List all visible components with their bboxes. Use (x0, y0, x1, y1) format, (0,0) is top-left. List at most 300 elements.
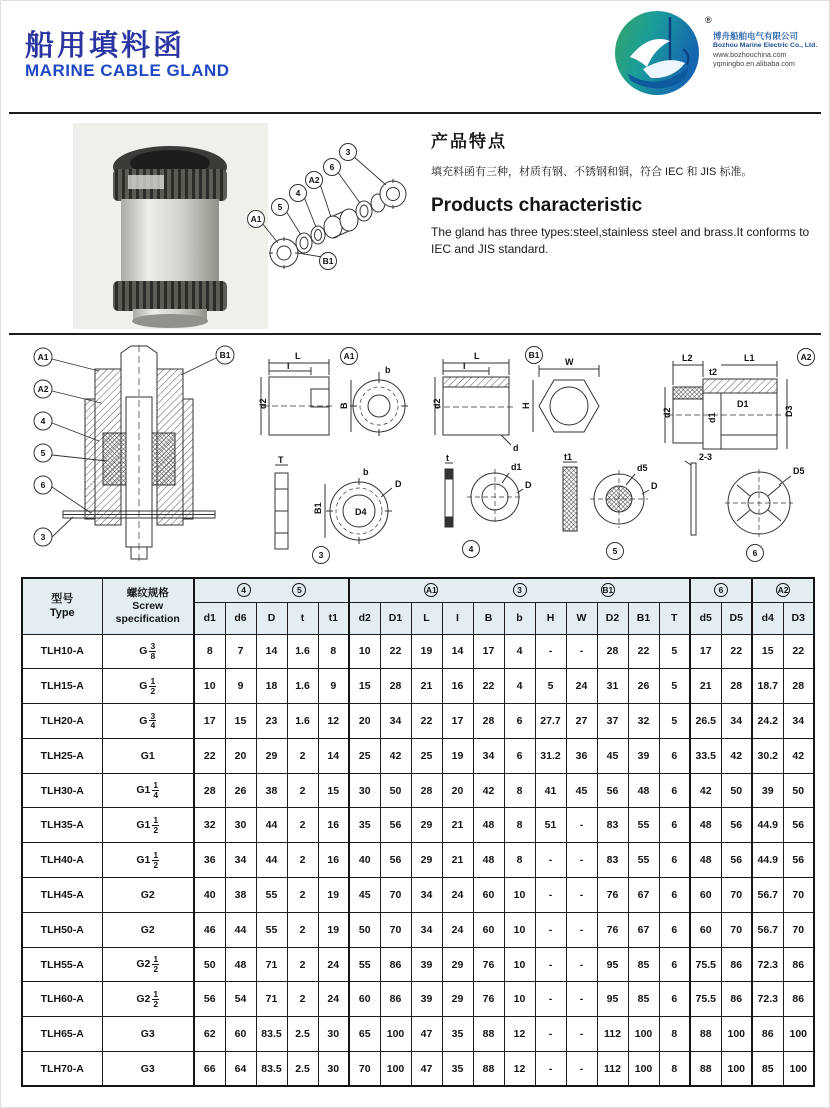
value-cell: 48 (225, 947, 256, 982)
column-header: d5 (690, 602, 721, 634)
value-cell: 46 (194, 912, 225, 947)
assembly-callout-4-label: 4 (40, 416, 46, 426)
value-cell: 38 (225, 878, 256, 913)
value-cell: 56 (721, 808, 752, 843)
value-cell: 88 (690, 1017, 721, 1052)
value-cell: 10 (194, 669, 225, 704)
value-cell: 28 (783, 669, 814, 704)
value-cell: 8 (504, 773, 535, 808)
callout-a2-label: A2 (308, 175, 320, 185)
value-cell: 34 (225, 843, 256, 878)
value-cell: 66 (194, 1052, 225, 1087)
screw-spec-cell: G2 (102, 912, 194, 947)
group-label-circle: A2 (777, 585, 789, 596)
value-cell: 86 (783, 982, 814, 1017)
table-row (22, 947, 814, 982)
value-cell: 45 (566, 773, 597, 808)
value-cell: 24 (318, 947, 349, 982)
type-cell: TLH20-A (22, 704, 102, 739)
screw-spec-cell: G $\frac{3}{8}$ (102, 634, 194, 669)
value-cell: - (535, 878, 566, 913)
value-cell: 35 (442, 1017, 473, 1052)
value-cell: 112 (597, 1017, 628, 1052)
value-cell: 17 (442, 704, 473, 739)
value-cell: - (566, 912, 597, 947)
value-cell: 33.5 (690, 738, 721, 773)
value-cell: 39 (411, 982, 442, 1017)
value-cell: - (566, 1017, 597, 1052)
value-cell: 40 (194, 878, 225, 913)
value-cell: 22 (721, 634, 752, 669)
value-cell: 5 (659, 634, 690, 669)
value-cell: 4 (504, 669, 535, 704)
screw-header-english: Screw specification (115, 599, 180, 625)
value-cell: 45 (597, 738, 628, 773)
group-label-circle: A1 (425, 585, 437, 596)
value-cell: 14 (256, 634, 287, 669)
value-cell: 21 (411, 669, 442, 704)
value-cell: - (566, 843, 597, 878)
value-cell: 85 (628, 947, 659, 982)
value-cell: 35 (349, 808, 380, 843)
value-cell: 6 (659, 912, 690, 947)
value-cell: 6 (659, 947, 690, 982)
value-cell: 16 (318, 843, 349, 878)
screw-spec-cell: G1 $\frac{1}{4}$ (102, 773, 194, 808)
value-cell: 2 (287, 808, 318, 843)
group-label-circle: 6 (714, 583, 728, 597)
detail-a1-drawing (258, 348, 408, 437)
value-cell: 2.5 (287, 1052, 318, 1087)
value-cell: 30 (318, 1052, 349, 1087)
screw-spec-cell: G1 $\frac{1}{2}$ (102, 808, 194, 843)
value-cell: 60 (473, 878, 504, 913)
value-cell: 16 (442, 669, 473, 704)
value-cell: 67 (628, 878, 659, 913)
screw-spec-cell: G2 $\frac{1}{2}$ (102, 947, 194, 982)
value-cell: 100 (783, 1017, 814, 1052)
column-header: b (504, 602, 535, 634)
screw-spec-cell: G $\frac{3}{4}$ (102, 704, 194, 739)
assembly-callout-b1-label: B1 (219, 350, 231, 360)
features-text-chinese: 填充料函有三种，材质有钢、不锈钢和铜，符合 IEC 和 JIS 标准。 (431, 166, 753, 178)
value-cell: 86 (721, 982, 752, 1017)
value-cell: 6 (659, 738, 690, 773)
table-row (22, 738, 814, 773)
value-cell: 22 (473, 669, 504, 704)
column-header: D (256, 602, 287, 634)
value-cell: 22 (194, 738, 225, 773)
assembly-callout-6-label: 6 (40, 480, 46, 490)
type-cell: TLH15-A (22, 669, 102, 704)
value-cell: 44.9 (752, 808, 783, 843)
value-cell: 10 (504, 982, 535, 1017)
value-cell: 6 (659, 808, 690, 843)
value-cell: 54 (225, 982, 256, 1017)
dim-5-D: D (651, 481, 658, 491)
value-cell: 2 (287, 773, 318, 808)
value-cell: 25 (411, 738, 442, 773)
value-cell: 15 (752, 634, 783, 669)
value-cell: 1.6 (287, 704, 318, 739)
company-website: www.bozhouchina.com (713, 50, 787, 60)
detail-3-callout-label: 3 (318, 550, 324, 560)
value-cell: 17 (473, 634, 504, 669)
column-header: D3 (783, 602, 814, 634)
table-row (22, 704, 814, 739)
assembly-callout-a1-label: A1 (37, 352, 49, 362)
value-cell: 95 (597, 947, 628, 982)
value-cell: 47 (411, 1017, 442, 1052)
value-cell: 6 (659, 878, 690, 913)
value-cell: 44 (256, 843, 287, 878)
type-cell: TLH25-A (22, 738, 102, 773)
value-cell: 22 (628, 634, 659, 669)
header-divider (9, 112, 821, 114)
value-cell: 19 (442, 738, 473, 773)
value-cell: 38 (256, 773, 287, 808)
column-header: W (566, 602, 597, 634)
value-cell: 19 (318, 878, 349, 913)
column-group-header (349, 578, 690, 602)
value-cell: 76 (597, 912, 628, 947)
value-cell: 100 (628, 1017, 659, 1052)
value-cell: - (566, 947, 597, 982)
value-cell: 29 (256, 738, 287, 773)
value-cell: 10 (504, 878, 535, 913)
exploded-diagram (236, 133, 431, 295)
column-header: D2 (597, 602, 628, 634)
value-cell: 22 (783, 634, 814, 669)
value-cell: 25 (349, 738, 380, 773)
value-cell: 6 (659, 843, 690, 878)
value-cell: 70 (380, 912, 411, 947)
value-cell: 30 (349, 773, 380, 808)
value-cell: 48 (690, 808, 721, 843)
value-cell: 24 (318, 982, 349, 1017)
value-cell: 83 (597, 843, 628, 878)
table-row (22, 843, 814, 878)
value-cell: 10 (504, 912, 535, 947)
value-cell: 76 (473, 982, 504, 1017)
value-cell: 83.5 (256, 1052, 287, 1087)
value-cell: 20 (225, 738, 256, 773)
value-cell: 21 (442, 808, 473, 843)
features-section (431, 127, 823, 259)
type-cell: TLH30-A (22, 773, 102, 808)
table-row (22, 912, 814, 947)
value-cell: 18.7 (752, 669, 783, 704)
value-cell: 26.5 (690, 704, 721, 739)
value-cell: 50 (721, 773, 752, 808)
value-cell: 37 (597, 704, 628, 739)
value-cell: 35 (442, 1052, 473, 1087)
group-label-circle: 5 (292, 583, 306, 597)
value-cell: 12 (504, 1052, 535, 1087)
value-cell: 55 (256, 912, 287, 947)
value-cell: 26 (628, 669, 659, 704)
value-cell: 88 (690, 1052, 721, 1087)
value-cell: 28 (473, 704, 504, 739)
value-cell: 15 (225, 704, 256, 739)
dim-4-t: t (446, 453, 449, 463)
assembly-callout-3-label: 3 (40, 532, 46, 542)
value-cell: 56 (380, 808, 411, 843)
value-cell: 34 (783, 704, 814, 739)
value-cell: 51 (535, 808, 566, 843)
value-cell: 76 (597, 878, 628, 913)
value-cell: 42 (380, 738, 411, 773)
value-cell: 32 (628, 704, 659, 739)
dim-6-D5: D5 (793, 466, 805, 476)
dim-a1-B: B (339, 402, 349, 409)
value-cell: - (566, 808, 597, 843)
value-cell: 30.2 (752, 738, 783, 773)
column-group-header (194, 578, 349, 602)
type-cell: TLH40-A (22, 843, 102, 878)
column-header: B1 (628, 602, 659, 634)
value-cell: - (566, 982, 597, 1017)
value-cell: 70 (783, 878, 814, 913)
screw-spec-cell: G3 (102, 1052, 194, 1087)
value-cell: 50 (194, 947, 225, 982)
detail-a2-drawing (662, 349, 815, 450)
value-cell: 32 (194, 808, 225, 843)
value-cell: 60 (690, 878, 721, 913)
dim-a2-L1: L1 (744, 353, 755, 363)
value-cell: 8 (194, 634, 225, 669)
value-cell: 72.3 (752, 947, 783, 982)
features-heading-english: Products characteristic (431, 195, 643, 216)
callout-6-label: 6 (329, 162, 335, 172)
value-cell: 86 (721, 947, 752, 982)
value-cell: 10 (504, 947, 535, 982)
value-cell: 8 (318, 634, 349, 669)
assembly-section-drawing (34, 345, 234, 565)
callout-b1-label: B1 (322, 256, 334, 266)
column-header: d4 (752, 602, 783, 634)
dim-a1-d2: d2 (258, 398, 268, 409)
column-group-header (752, 578, 814, 602)
callout-4-label: 4 (295, 188, 301, 198)
value-cell: 88 (473, 1017, 504, 1052)
value-cell: 36 (194, 843, 225, 878)
value-cell: 60 (349, 982, 380, 1017)
value-cell: 24 (566, 669, 597, 704)
company-logo (613, 5, 823, 105)
value-cell: 42 (473, 773, 504, 808)
table-row (22, 773, 814, 808)
value-cell: 17 (194, 704, 225, 739)
technical-drawings (11, 341, 821, 571)
column-header: d6 (225, 602, 256, 634)
value-cell: 85 (752, 1052, 783, 1087)
value-cell: 28 (597, 634, 628, 669)
value-cell: 56.7 (752, 912, 783, 947)
value-cell: 86 (380, 982, 411, 1017)
logo-globe-sail-icon (613, 5, 705, 101)
dim-b1-d: d (513, 443, 519, 453)
value-cell: 2.5 (287, 1017, 318, 1052)
value-cell: 50 (349, 912, 380, 947)
value-cell: 56.7 (752, 878, 783, 913)
value-cell: 31.2 (535, 738, 566, 773)
detail-6-drawing (685, 452, 805, 562)
value-cell: 42 (783, 738, 814, 773)
value-cell: 12 (318, 704, 349, 739)
value-cell: 24 (442, 912, 473, 947)
value-cell: 5 (535, 669, 566, 704)
dim-4-d1: d1 (511, 462, 522, 472)
registered-mark: ® (705, 15, 712, 25)
value-cell: 24.2 (752, 704, 783, 739)
value-cell: 18 (256, 669, 287, 704)
dim-a2-D3: D3 (784, 405, 794, 417)
value-cell: 29 (442, 982, 473, 1017)
value-cell: 34 (721, 704, 752, 739)
value-cell: 24 (442, 878, 473, 913)
dim-3-D4: D4 (355, 507, 367, 517)
value-cell: 8 (659, 1052, 690, 1087)
value-cell: 7 (225, 634, 256, 669)
value-cell: 75.5 (690, 947, 721, 982)
value-cell: - (535, 1017, 566, 1052)
value-cell: 27 (566, 704, 597, 739)
value-cell: 56 (194, 982, 225, 1017)
value-cell: 29 (411, 843, 442, 878)
screw-spec-cell: G2 (102, 878, 194, 913)
value-cell: - (535, 843, 566, 878)
value-cell: 70 (349, 1052, 380, 1087)
table-row (22, 878, 814, 913)
value-cell: - (566, 878, 597, 913)
detail-3-drawing (275, 455, 402, 564)
column-header: T (659, 602, 690, 634)
dim-b1-I: I (463, 361, 466, 371)
value-cell: 39 (628, 738, 659, 773)
column-group-header (690, 578, 752, 602)
dim-4-D: D (525, 480, 532, 490)
screw-spec-column-header (102, 578, 194, 634)
assembly-callout-a2-label: A2 (37, 384, 49, 394)
value-cell: 55 (628, 843, 659, 878)
screw-spec-cell: G3 (102, 1017, 194, 1052)
value-cell: 9 (318, 669, 349, 704)
dim-b1-L: L (474, 351, 480, 361)
value-cell: 2 (287, 738, 318, 773)
value-cell: 14 (442, 634, 473, 669)
value-cell: 14 (318, 738, 349, 773)
value-cell: 100 (721, 1052, 752, 1087)
value-cell: 10 (349, 634, 380, 669)
value-cell: 8 (504, 808, 535, 843)
value-cell: 28 (194, 773, 225, 808)
value-cell: 100 (721, 1017, 752, 1052)
value-cell: 76 (473, 947, 504, 982)
value-cell: 21 (442, 843, 473, 878)
dim-a2-d2: d2 (662, 407, 672, 418)
value-cell: 86 (380, 947, 411, 982)
value-cell: 56 (783, 843, 814, 878)
value-cell: 20 (442, 773, 473, 808)
screw-spec-cell: G1 (102, 738, 194, 773)
column-header: I (442, 602, 473, 634)
column-header: d2 (349, 602, 380, 634)
value-cell: 29 (442, 947, 473, 982)
value-cell: 15 (318, 773, 349, 808)
value-cell: 88 (473, 1052, 504, 1087)
value-cell: 100 (783, 1052, 814, 1087)
value-cell: - (535, 982, 566, 1017)
value-cell: 2 (287, 912, 318, 947)
value-cell: 50 (380, 773, 411, 808)
value-cell: 23 (256, 704, 287, 739)
table-row (22, 634, 814, 669)
value-cell: 60 (690, 912, 721, 947)
value-cell: 70 (380, 878, 411, 913)
company-alibaba-page: yqmingbo.en.alibaba.com (713, 59, 795, 69)
value-cell: 8 (504, 843, 535, 878)
column-header: t (287, 602, 318, 634)
dim-b1-d2: d2 (432, 398, 442, 409)
column-header: H (535, 602, 566, 634)
value-cell: 48 (473, 843, 504, 878)
value-cell: 28 (411, 773, 442, 808)
value-cell: 56 (721, 843, 752, 878)
value-cell: - (566, 1052, 597, 1087)
value-cell: 65 (349, 1017, 380, 1052)
value-cell: - (535, 1052, 566, 1087)
value-cell: 2 (287, 947, 318, 982)
value-cell: 41 (535, 773, 566, 808)
dim-a2-L2: L2 (682, 353, 693, 363)
value-cell: 22 (411, 704, 442, 739)
callout-a1-label: A1 (250, 214, 262, 224)
value-cell: 42 (690, 773, 721, 808)
detail-b1-callout-label: B1 (528, 350, 540, 360)
value-cell: 19 (411, 634, 442, 669)
callout-3-label: 3 (345, 147, 351, 157)
value-cell: 20 (349, 704, 380, 739)
value-cell: 21 (690, 669, 721, 704)
value-cell: 86 (752, 1017, 783, 1052)
value-cell: 8 (659, 1017, 690, 1052)
value-cell: 83.5 (256, 1017, 287, 1052)
column-header: L (411, 602, 442, 634)
dim-a2-t2: t2 (709, 367, 718, 377)
value-cell: 71 (256, 947, 287, 982)
company-name-chinese: 博舟船舶电气有限公司 (713, 31, 799, 41)
value-cell: 2 (287, 843, 318, 878)
detail-b1-drawing (432, 347, 599, 454)
value-cell: 60 (473, 912, 504, 947)
column-header: D1 (380, 602, 411, 634)
value-cell: 55 (256, 878, 287, 913)
dim-5-t1: t1 (564, 452, 573, 462)
dim-b1-W: W (565, 357, 574, 367)
features-heading-chinese: 产品特点 (431, 132, 507, 151)
value-cell: 48 (628, 773, 659, 808)
dim-b1-H: H (521, 402, 531, 409)
value-cell: 6 (504, 738, 535, 773)
dim-5-d5: d5 (637, 463, 648, 473)
value-cell: 1.6 (287, 669, 318, 704)
value-cell: 34 (411, 912, 442, 947)
value-cell: 15 (349, 669, 380, 704)
value-cell: 4 (504, 634, 535, 669)
section-divider (9, 333, 821, 335)
value-cell: 29 (411, 808, 442, 843)
